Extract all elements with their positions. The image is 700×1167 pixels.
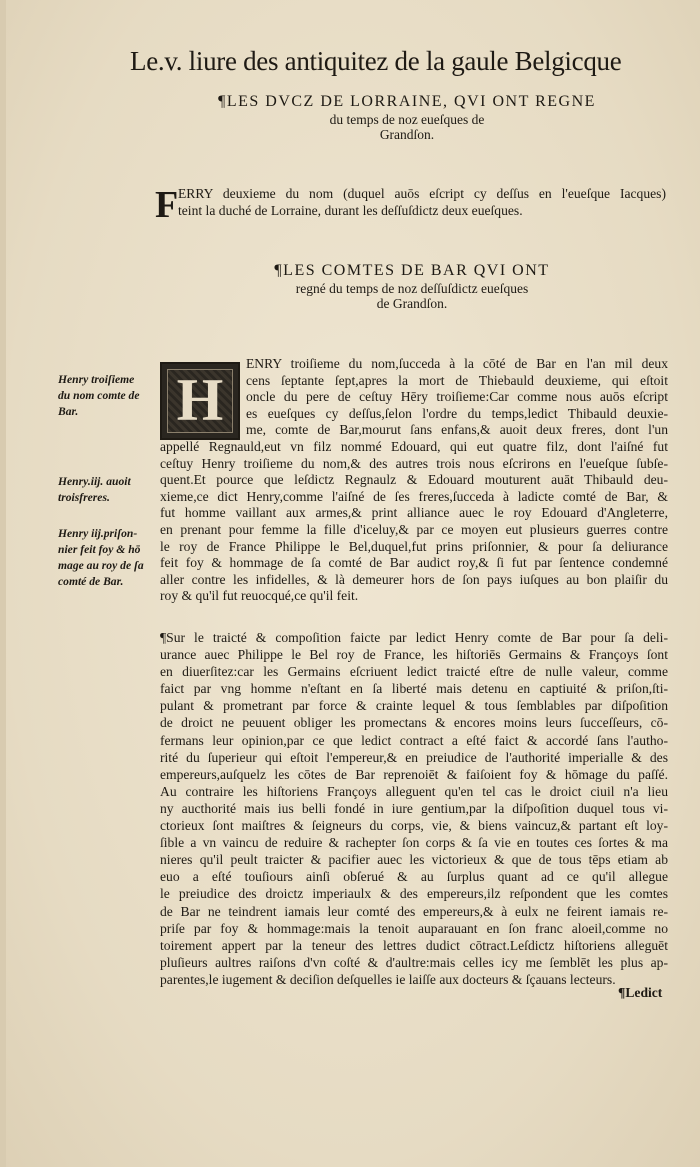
catchword-text: ¶Ledict (618, 985, 663, 1000)
text-line: ENRY troiſieme du nom,ſucceda à la cōté de Bar en l'an mil deux (246, 356, 668, 371)
text-line: ceſtuy Henry troiſieme du nom,& des autres trois nous eſcrirons en l'eueſque ſubſe- (160, 455, 668, 471)
section-heading-sub: de Grandſon. (376, 296, 448, 311)
decorated-initial (160, 362, 240, 440)
margin-note (58, 372, 158, 420)
text-line: teint la duché de Lorraine, durant les deſſuſdictz deux eueſques. (178, 202, 523, 218)
section-heading-bar (212, 262, 612, 311)
text-line: pluſieurs aultres raiſons d'vn coſté & d'aultre:mais celles icy me ſemblēt les plus ap- (160, 954, 668, 970)
margin-note-line: comté de Bar. (58, 575, 124, 588)
margin-note (58, 526, 158, 590)
margin-note-line: mage au roy de ſa (58, 559, 144, 572)
section-heading-caps: ¶LES DVCZ DE LORRAINE, QVI ONT REGNE (218, 93, 596, 110)
section-heading-lorraine (172, 93, 642, 142)
text-line: appellé Regnauld,eut vn filz nommé Edouard, qui eut quatre filz, dont l'aiſné fut (160, 439, 668, 454)
text-line: cens ſeptante ſept,apres la mort de Thiebauld deuxieme, qui eſtoit (246, 372, 668, 388)
text-line: quent.Et pource que leſdictz Regnaulz & Edouard mouturent auāt Thibauld deu- (160, 472, 668, 488)
catchword (618, 985, 678, 1002)
running-header: Le.v. liure des antiquitez de la gaule Belgicque (130, 46, 622, 76)
text-line: priſe par foy & hommage:mais la tenoit auparauant en ſon franc aloeil,comme no (160, 920, 668, 936)
text-line: empereurs,auſquelz les cōtes de Bar reprenoiēt & faiſoient foy & hōmage du paſſé. (160, 766, 668, 782)
text-line: euo a eſté touſiours ainſi obſerué & au ſurplus quant ad ce qu'il allegue (160, 869, 668, 885)
text-line: me, comte de Bar,mourut ſans enfans,& auoit deux freres, dont l'un (246, 422, 668, 438)
text-line: rité du ſuperieur qui eſtoit l'empereur,& en preiudice de l'authorité imperialle & des (160, 749, 668, 765)
text-line: parentes,le iugement & deciſion deſquelles ie laiſſe aux docteurs & ſçauans lecteurs. (160, 971, 616, 987)
text-line: es eueſques cy deſſus,ſelon l'ordre du temps,ledict Thibauld deuxie- (246, 405, 668, 421)
text-line: ſible a vn vaincu de reduire & rachepter ſon corps & ſa vie en toutes ces ſortes & ma (160, 835, 668, 851)
text-line: xieme,ce dict Henry,comme l'aiſné de ſes freres,ſucceda à ladicte comté de Bar, & (160, 488, 668, 504)
margin-note-line: du nom comte de (58, 389, 140, 402)
text-line: toirement appert par la teneur des lettres dudict cōtract.Leſdictz hiſtoriens alleguēt (160, 937, 668, 953)
text-line: roy & qu'il fut reuocqué,ce qu'il feit. (160, 588, 359, 604)
text-line: ctorieux ſont maiſtres & ſeigneurs du corps, vie, & biens vaincuz,& partant eſt loy- (160, 818, 668, 834)
text-line: le preiudice des droictz imperiaulx & des empereurs,ilz reſpondent que les comtes (160, 886, 668, 902)
margin-note-line: Henry.iij. auoit (58, 475, 131, 488)
margin-note-line: nier feit foy & hō (58, 543, 141, 556)
paragraph-ferry (178, 186, 666, 219)
margin-note-line: Henry iij.priſon- (58, 527, 138, 540)
text-line: feit foy & hommage de ſa comté de Bar audict roy,& ſi fut par ſentence condemné (160, 555, 668, 571)
section-heading-sub: Grandſon. (379, 127, 435, 142)
text-line: fut homme vaillant aux armes,& print alliance auec le roy Edouard d'Angleterre, (160, 505, 668, 521)
section-heading-caps: ¶LES COMTES DE BAR QVI ONT (274, 262, 550, 279)
margin-note-line: troisfreres. (58, 491, 110, 504)
text-line: faict par vng homme n'eſtant en ſa liberté mais detenu en captiuité & priſon,ſti- (160, 681, 668, 697)
initial-letter: F (155, 184, 179, 226)
text-line: de droict ne peuuent obliger les promectans & encores moins leurs ſucceſſeurs, cō- (160, 715, 668, 731)
text-line: nieres qu'il peult traicter & pacifier auec les victorieux & que de tous tēps etiam ab (160, 852, 668, 868)
text-line: ERRY deuxieme du nom (duquel auōs eſcript cy deſſus en l'eueſque Iacques) (178, 186, 666, 201)
margin-note-line: Henry troiſieme (58, 373, 135, 386)
page-edge (0, 0, 6, 1167)
paragraph-henry-full (160, 439, 668, 605)
margin-note-line: Bar. (58, 405, 79, 418)
section-heading-sub: du temps de noz eueſques de (329, 112, 485, 127)
paragraph-henry-short (246, 356, 668, 439)
text-line: en prenant pour femme la fille d'iceluy,& par ce moyen eut plusieurs guerres contre (160, 521, 668, 537)
text-line: fermans leur opinion,par ce que ledict contract a eſté faict & accordé ſans l'autho- (160, 732, 668, 748)
section-heading-sub: regné du temps de noz deſſuſdictz eueſques (295, 281, 529, 296)
text-line: pulant & prometrant par force & crainte lequel & tous ſemblables par diſpoſition (160, 698, 668, 714)
initial-letter: H (176, 367, 224, 433)
text-line: urance auec Philippe le Bel roy de France, les hiſtoriēs Germains & Françoys ſont (160, 647, 668, 663)
text-line: le roy de France Philippe le Bel,duquel,fut prins priſonnier, & pour ſa deliurance (160, 538, 668, 554)
paragraph-traicte (160, 629, 668, 988)
text-line: de Bar ne teindrent iamais leur comté des empereurs,& à eulx ne feirent iamais re- (160, 903, 668, 919)
text-line: en diuerſitez:car les Germains eſcriuent ledict traicté eſtre de nulle valeur, comme (160, 664, 668, 680)
text-line: ¶Sur le traicté & compoſition faicte par ledict Henry comte de Bar pour ſa deli- (160, 630, 668, 645)
text-line: Au contraire les hiſtoriens Françoys alleguent qu'en tel cas le droict ciuil n'a lieu (160, 783, 668, 799)
text-line: oncle du pere de ceſtuy Hēry troiſieme:Car comme nous auōs eſcript (246, 389, 668, 405)
text-line: aller contre les infidelles, & là demeurer hors de ſon pays iuſques au bon plaiſir du (160, 571, 668, 587)
margin-note (58, 474, 158, 506)
text-line: ny aucthorité mais ius belli fondé in iure gentium,par la diſpoſition duquel tous vi- (160, 800, 668, 816)
